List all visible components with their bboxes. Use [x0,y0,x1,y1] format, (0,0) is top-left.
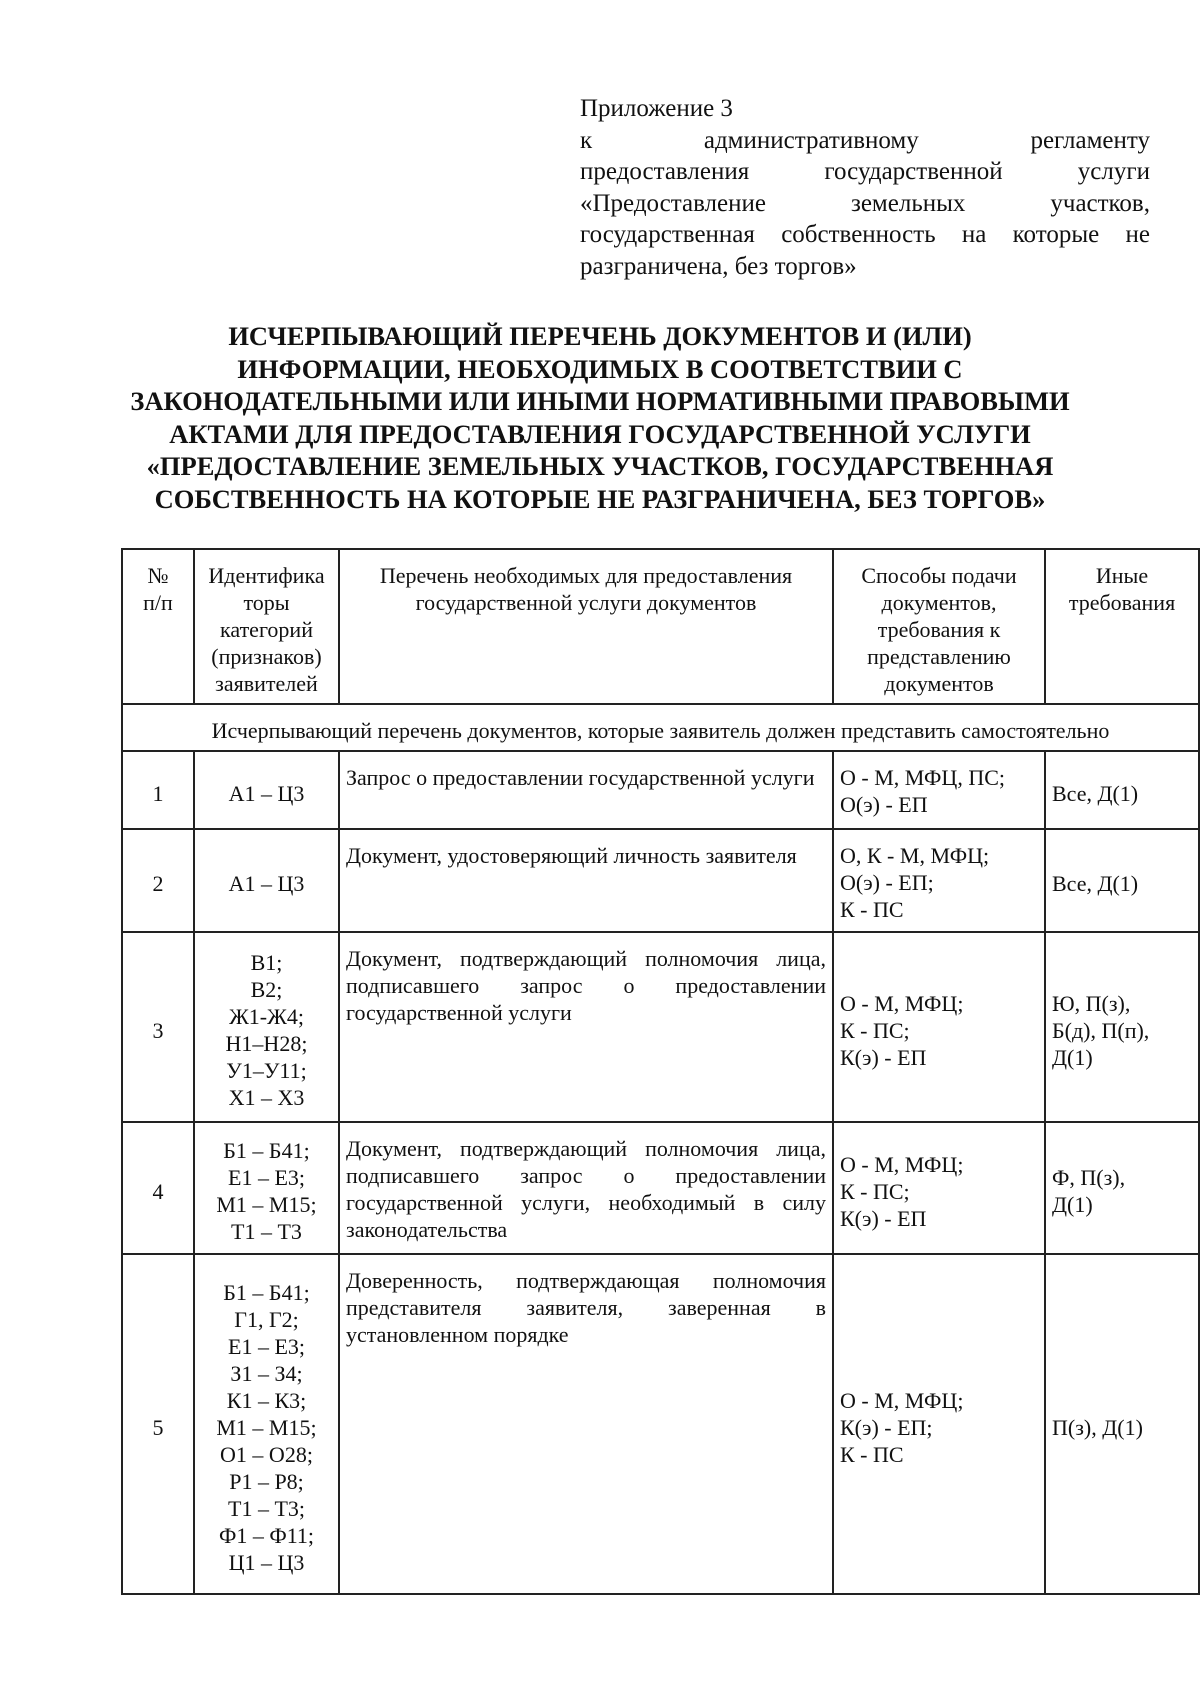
row-document: Документ, подтверждающий полномочия лица, подписавшего запрос о предоставлении государственной услуги, необходимый в силу законодательства [339,1122,833,1254]
row-number: 1 [122,751,194,829]
row-document: Документ, подтверждающий полномочия лица, подписавшего запрос о предоставлении государственной услуги [339,932,833,1122]
row-methods: О, К - М, МФЦ; О(э) - ЕП; К - ПС [833,829,1045,932]
row-methods: О - М, МФЦ, ПС; О(э) - ЕП [833,751,1045,829]
header-documents: Перечень необходимых для предоставления государственной услуги документов [339,549,833,704]
header-methods: Способы подачи документов, требования к представлению документов [833,549,1045,704]
row-identifiers: А1 – Ц3 [194,751,339,829]
row-identifiers: В1; В2; Ж1-Ж4; Н1–Н28; У1–У11; Х1 – Х3 [194,932,339,1122]
annex-line: «Предоставление земельных участков, [580,189,1150,217]
table-header-row [122,549,1199,704]
row-methods: О - М, МФЦ; К - ПС; К(э) - ЕП [833,1122,1045,1254]
section-row [122,704,1199,751]
title-line: СОБСТВЕННОСТЬ НА КОТОРЫЕ НЕ РАЗГРАНИЧЕНА, БЕЗ ТОРГОВ» [154,483,1046,514]
row-methods: О - М, МФЦ; К - ПС; К(э) - ЕП [833,932,1045,1122]
row-other: Ф, П(з), Д(1) [1045,1122,1199,1254]
title-line: ИНФОРМАЦИИ, НЕОБХОДИМЫХ В СООТВЕТСТВИИ С [237,353,963,384]
documents-table [121,548,1200,1595]
row-document: Доверенность, подтверждающая полномочия представителя заявителя, заверенная в установленном порядке [339,1254,833,1594]
row-other: Все, Д(1) [1045,751,1199,829]
header-other: Иные требования [1045,549,1199,704]
annex-line: Приложение 3 [580,95,733,122]
table-row [122,932,1199,1122]
row-other: Все, Д(1) [1045,829,1199,932]
row-other: П(з), Д(1) [1045,1254,1199,1594]
row-other: Ю, П(з), Б(д), П(п), Д(1) [1045,932,1199,1122]
row-document: Документ, удостоверяющий личность заявителя [339,829,833,932]
title-line: ЗАКОНОДАТЕЛЬНЫМИ ИЛИ ИНЫМИ НОРМАТИВНЫМИ ПРАВОВЫМИ [130,386,1070,416]
annex-block [580,93,1150,282]
table-row [122,829,1199,932]
section-label: Исчерпывающий перечень документов, которые заявитель должен представить самостоятельно [122,704,1199,751]
table-row [122,1122,1199,1254]
annex-line: предоставления государственной услуги [580,158,1150,185]
row-identifiers: Б1 – Б41; Г1, Г2; Е1 – Е3; З1 – З4; К1 – К3; М1 – М15; О1 – О28; Р1 – Р8; Т1 – Т3; Ф1 – Ф11; Ц1 – Ц3 [194,1254,339,1594]
row-document: Запрос о предоставлении государственной услуги [339,751,833,829]
header-number: № п/п [122,549,194,704]
row-identifiers: А1 – Ц3 [194,829,339,932]
annex-line: государственная собственность на которые не [580,221,1150,248]
row-methods: О - М, МФЦ; К(э) - ЕП; К - ПС [833,1254,1045,1594]
title-line: «ПРЕДОСТАВЛЕНИЕ ЗЕМЕЛЬНЫХ УЧАСТКОВ, ГОСУДАРСТВЕННАЯ [146,451,1054,481]
table-row [122,751,1199,829]
header-identifiers: Идентифика торы категорий (признаков) заявителей [194,549,339,704]
row-number: 3 [122,932,194,1122]
annex-line: разграничена, без торгов» [580,252,857,280]
row-identifiers: Б1 – Б41; Е1 – Е3; М1 – М15; Т1 – Т3 [194,1122,339,1254]
document-title [60,320,1140,515]
row-number: 5 [122,1254,194,1594]
table-row [122,1254,1199,1594]
title-line: ИСЧЕРПЫВАЮЩИЙ ПЕРЕЧЕНЬ ДОКУМЕНТОВ И (ИЛИ) [228,321,972,351]
title-line: АКТАМИ ДЛЯ ПРЕДОСТАВЛЕНИЯ ГОСУДАРСТВЕННОЙ УСЛУГИ [169,418,1031,449]
annex-line: к административному регламенту [580,126,1150,154]
row-number: 2 [122,829,194,932]
row-number: 4 [122,1122,194,1254]
